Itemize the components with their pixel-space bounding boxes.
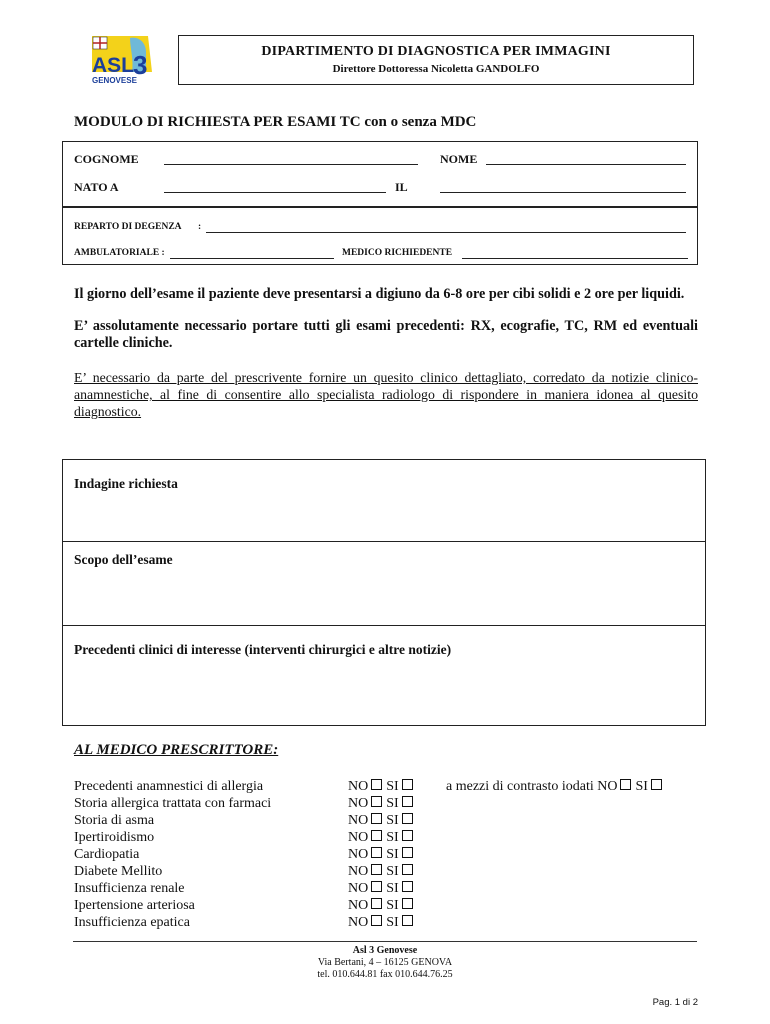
birthplace-field[interactable] <box>164 178 386 193</box>
name-field[interactable] <box>486 150 686 165</box>
contrast-row <box>446 778 666 795</box>
logo-text: ASL <box>92 54 134 77</box>
birthdate-label: IL <box>395 180 408 194</box>
si-label: SI <box>386 881 399 896</box>
footer-divider <box>73 941 697 942</box>
exam-purpose-label: Scopo dell’esame <box>74 552 173 567</box>
si-label: SI <box>386 847 399 862</box>
doctor-label: MEDICO RICHIEDENTE <box>342 248 453 258</box>
header-director: Direttore Dottoressa Nicoletta GANDOLFO <box>332 63 540 75</box>
clinical-history-field[interactable] <box>66 662 702 722</box>
form-title: MODULO DI RICHIESTA PER ESAMI TC con o senza MDC <box>74 114 477 130</box>
asl3-logo <box>86 30 158 90</box>
no-label: NO <box>597 779 618 794</box>
condition-label: Insufficienza renale <box>74 881 185 896</box>
no-si-row <box>348 795 417 812</box>
requested-exam-label: Indagine richiesta <box>74 476 178 491</box>
ward-colon: : <box>198 222 202 232</box>
no-checkbox[interactable] <box>371 779 382 790</box>
asl3-logo-graphic <box>86 30 158 90</box>
request-divider-1 <box>62 541 706 542</box>
no-si-row <box>348 812 417 829</box>
si-checkbox[interactable] <box>402 813 413 824</box>
ward-label: REPARTO DI DEGENZA <box>74 222 182 232</box>
header-box <box>178 35 694 85</box>
footer-phone: tel. 010.644.81 fax 010.644.76.25 <box>317 969 453 980</box>
doctor-field[interactable] <box>462 247 688 259</box>
exams-instruction: E’ assolutamente necessario portare tutti gli esami precedenti: RX, ecografie, TC, RM ed eventuali cartelle cliniche. <box>74 318 698 351</box>
no-checkbox[interactable] <box>371 915 382 926</box>
no-si-row <box>348 778 417 795</box>
birthdate-field[interactable] <box>440 178 686 193</box>
contrast-label: a mezzi di contrasto iodati <box>446 779 594 794</box>
surname-field[interactable] <box>164 150 418 165</box>
no-checkbox[interactable] <box>371 813 382 824</box>
condition-label: Storia di asma <box>74 813 155 828</box>
si-checkbox[interactable] <box>402 881 413 892</box>
outpatient-field[interactable] <box>170 247 334 259</box>
contrast-no-checkbox[interactable] <box>620 779 631 790</box>
si-checkbox[interactable] <box>402 898 413 909</box>
condition-label: Diabete Mellito <box>74 864 163 879</box>
no-label: NO <box>348 830 369 845</box>
si-label: SI <box>386 898 399 913</box>
no-checkbox[interactable] <box>371 847 382 858</box>
no-label: NO <box>348 779 369 794</box>
no-checkbox[interactable] <box>371 830 382 841</box>
si-checkbox[interactable] <box>402 915 413 926</box>
no-checkbox[interactable] <box>371 864 382 875</box>
condition-label: Insufficienza epatica <box>74 915 190 930</box>
name-label: NOME <box>440 152 478 166</box>
no-label: NO <box>348 864 369 879</box>
no-si-row <box>348 863 417 880</box>
logo-number: 3 <box>133 50 148 80</box>
surname-label: COGNOME <box>74 152 139 166</box>
exam-purpose-field[interactable] <box>66 572 702 622</box>
no-si-row <box>348 880 417 897</box>
si-checkbox[interactable] <box>402 864 413 875</box>
no-label: NO <box>348 847 369 862</box>
si-checkbox[interactable] <box>402 830 413 841</box>
request-divider-2 <box>62 625 706 626</box>
si-label: SI <box>386 813 399 828</box>
page-number: Pag. 1 di 2 <box>652 997 698 1008</box>
ward-field[interactable] <box>206 221 686 233</box>
birthplace-label: NATO A <box>74 180 119 194</box>
logo-sub: GENOVESE <box>92 76 137 85</box>
no-si-row <box>348 829 417 846</box>
si-checkbox[interactable] <box>402 779 413 790</box>
no-checkbox[interactable] <box>371 796 382 807</box>
no-label: NO <box>348 796 369 811</box>
fasting-instruction: Il giorno dell’esame il paziente deve presentarsi a digiuno da 6-8 ore per cibi solidi e 2 ore per liquidi. <box>74 286 685 302</box>
contrast-si-checkbox[interactable] <box>651 779 662 790</box>
si-label: SI <box>386 779 399 794</box>
si-label: SI <box>386 796 399 811</box>
condition-label: Storia allergica trattata con farmaci <box>74 796 272 811</box>
no-checkbox[interactable] <box>371 898 382 909</box>
footer-address: Via Bertani, 4 – 16125 GENOVA <box>317 957 453 968</box>
no-si-row <box>348 897 417 914</box>
condition-label: Ipertensione arteriosa <box>74 898 195 913</box>
si-label: SI <box>386 915 399 930</box>
no-label: NO <box>348 898 369 913</box>
no-label: NO <box>348 813 369 828</box>
no-label: NO <box>348 915 369 930</box>
outpatient-label: AMBULATORIALE : <box>74 248 165 258</box>
condition-label: Cardiopatia <box>74 847 140 862</box>
no-si-row <box>348 914 417 931</box>
clinical-history-label: Precedenti clinici di interesse (interventi chirurgici e altre notizie) <box>74 642 452 657</box>
condition-label: Ipertiroidismo <box>74 830 155 845</box>
si-label: SI <box>635 779 648 794</box>
footer-org: Asl 3 Genovese <box>352 945 418 956</box>
header-title: DIPARTIMENTO DI DIAGNOSTICA PER IMMAGINI <box>261 44 611 59</box>
no-label: NO <box>348 881 369 896</box>
si-label: SI <box>386 864 399 879</box>
no-checkbox[interactable] <box>371 881 382 892</box>
si-checkbox[interactable] <box>402 847 413 858</box>
si-checkbox[interactable] <box>402 796 413 807</box>
prescriber-title: AL MEDICO PRESCRITTORE: <box>74 742 279 758</box>
no-si-row <box>348 846 417 863</box>
requested-exam-field[interactable] <box>66 496 702 538</box>
condition-label: Precedenti anamnestici di allergia <box>74 779 264 794</box>
si-label: SI <box>386 830 399 845</box>
prescriber-note: E’ necessario da parte del prescrivente fornire un quesito clinico dettagliato, corredato da notizie clinico-anamnestiche, al fine di consentire allo specialista radiologo di rispondere in maniera idonea al quesito diagnostico. <box>74 370 698 419</box>
